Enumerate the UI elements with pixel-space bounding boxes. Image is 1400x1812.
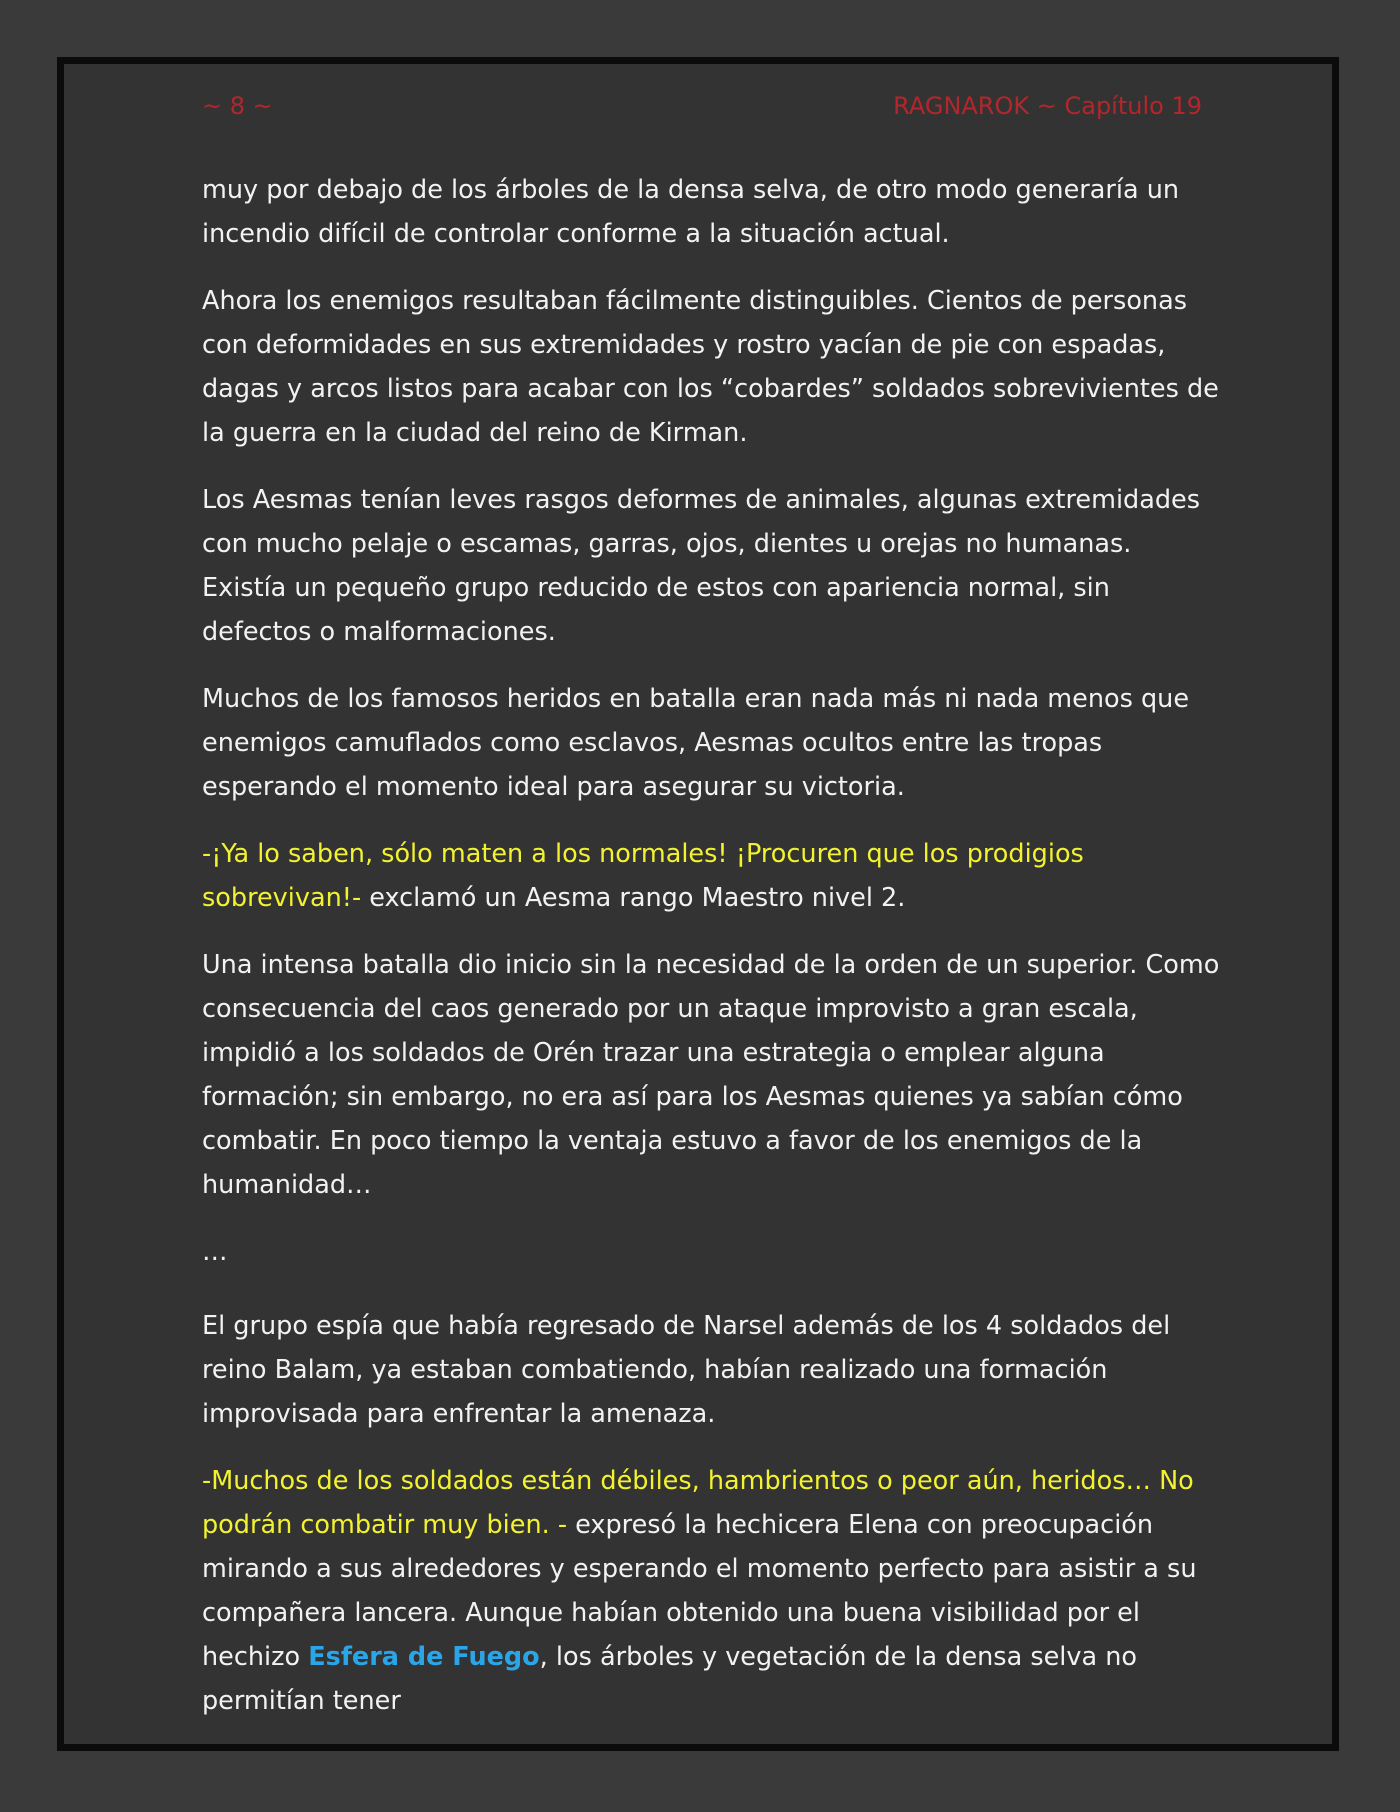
paragraph-text: muy por debajo de los árboles de la densa selva, de otro modo generaría un incendio difícil de controlar conforme a la situación actual.: [202, 175, 1180, 249]
paragraph: [202, 1304, 1222, 1436]
paragraph: [202, 943, 1222, 1207]
paragraph-text: Una intensa batalla dio inicio sin la necesidad de la orden de un superior. Como consecuencia del caos generado por un ataque improvisto a gran escala, impidió a los soldados de Orén trazar una estrategia o emplear alguna formación; sin embargo, no era así para los Aesmas quienes ya sabían cómo combatir. En poco tiempo la ventaja estuvo a favor de los enemigos de la humanidad…: [202, 950, 1220, 1200]
dialogue-text: -Muchos de los soldados están débiles, hambrientos o peor aún, heridos… No podrán combatir muy bien. -: [202, 1466, 1194, 1540]
paragraph-text: Muchos de los famosos heridos en batalla eran nada más ni nada menos que enemigos camuflados como esclavos, Aesmas ocultos entre las tropas esperando el momento ideal para asegurar su victoria.: [202, 684, 1190, 802]
page-number: ~ 8 ~: [202, 92, 273, 120]
page-header: [202, 88, 1202, 124]
paragraph-text: Los Aesmas tenían leves rasgos deformes de animales, algunas extremidades con mucho pelaje o escamas, garras, ojos, dientes u orejas no humanas. Existía un pequeño grupo reducido de estos con apariencia normal, sin defectos o malformaciones.: [202, 485, 1200, 647]
paragraph-text: exclamó un Aesma rango Maestro nivel 2.: [361, 883, 906, 913]
paragraph: [202, 677, 1222, 809]
paragraph-text: , los árboles y vegetación de la densa selva no permitían tener: [202, 1642, 1137, 1716]
paragraph-text: Ahora los enemigos resultaban fácilmente distinguibles. Cientos de personas con deformidades en sus extremidades y rostro yacían de pie con espadas, dagas y arcos listos para acabar con los “cobardes” soldados sobrevivientes de la guerra en la ciudad del reino de Kirman.: [202, 286, 1219, 448]
running-title: RAGNAROK ~ Capítulo 19: [893, 92, 1202, 120]
body-text: [202, 168, 1222, 1746]
document-page: [57, 57, 1339, 1751]
spell-name: Esfera de Fuego: [308, 1642, 540, 1672]
paragraph: [202, 279, 1222, 455]
paragraph: [202, 168, 1222, 256]
paragraph: [202, 832, 1222, 920]
scene-break: [202, 1230, 1222, 1274]
paragraph-text: …: [202, 1237, 228, 1267]
paragraph: [202, 478, 1222, 654]
dialogue-text: -¡Ya lo saben, sólo maten a los normales! ¡Procuren que los prodigios sobrevivan!-: [202, 839, 1084, 913]
paragraph-text: expresó la hechicera Elena con preocupación mirando a sus alrededores y esperando el momento perfecto para asistir a su compañera lancera. Aunque habían obtenido una buena visibilidad por el hechizo: [202, 1510, 1197, 1672]
paragraph: [202, 1459, 1222, 1723]
paragraph-text: El grupo espía que había regresado de Narsel además de los 4 soldados del reino Balam, ya estaban combatiendo, habían realizado una formación improvisada para enfrentar la amenaza.: [202, 1311, 1171, 1429]
